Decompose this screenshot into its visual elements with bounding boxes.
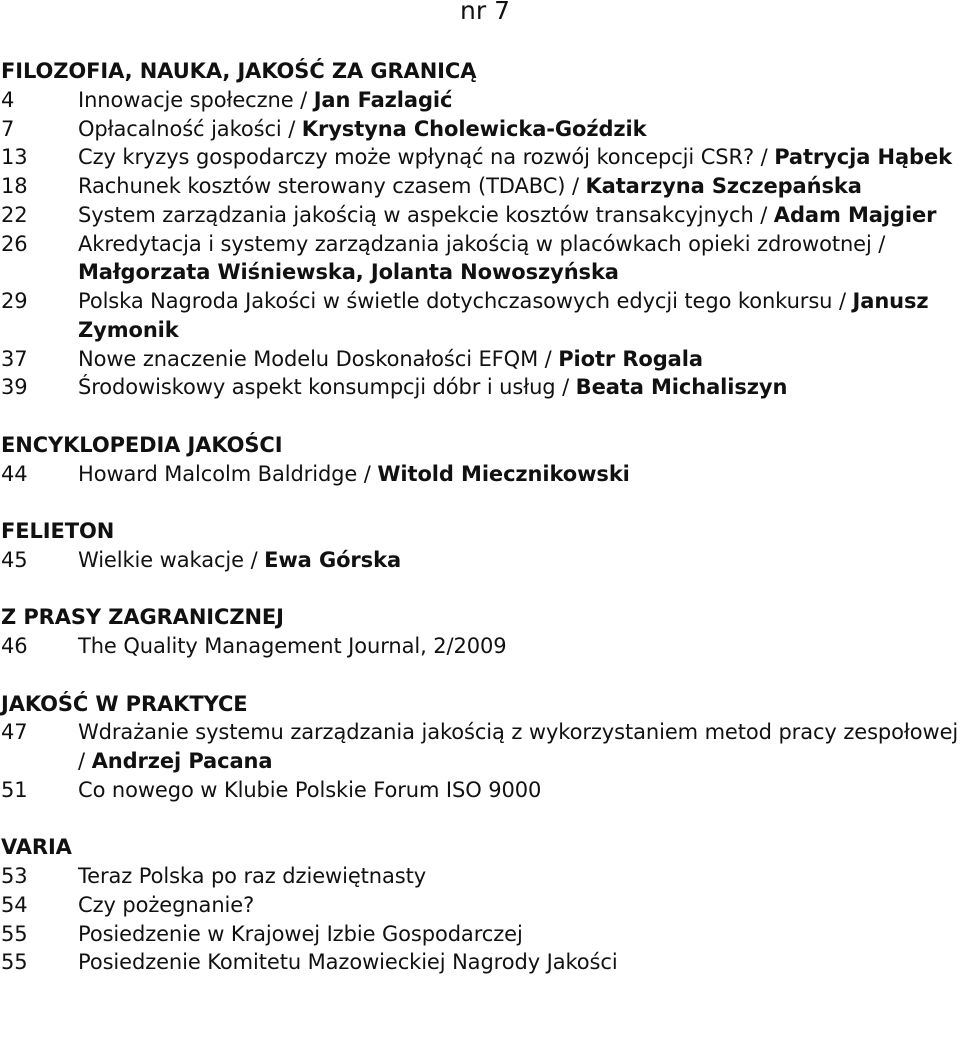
article-title: Czy kryzys gospodarczy może wpłynąć na rozwój koncepcji CSR? / [78,145,775,170]
article-author: Małgorzata Wiśniewska, Jolanta Nowoszyńska [78,260,619,285]
entry-text [78,862,959,891]
article-title: Co nowego w Klubie Polskie Forum ISO 9000 [78,777,542,802]
entry-text [78,776,959,805]
article-title: The Quality Management Journal, 2/2009 [78,634,507,658]
toc-entry[interactable] [1,287,959,345]
toc-entry[interactable] [1,891,959,920]
toc-section [1,431,959,489]
toc-section [1,690,959,805]
toc-section [1,833,959,977]
page-number: 39 [1,375,28,400]
section-title: ENCYKLOPEDIA JAKOŚCI [1,432,283,457]
section-spacer [1,661,959,690]
section-spacer [1,805,959,834]
section-spacer [1,575,959,604]
article-author: Piotr Rogala [558,346,703,371]
page-number: 37 [1,346,28,371]
article-author: Beata Michaliszyn [575,375,788,400]
page-number: 51 [1,777,28,802]
toc-entry[interactable] [1,115,959,144]
article-title: Opłacalność jakości / [78,116,302,141]
table-of-contents [1,57,959,977]
page-number: 44 [1,461,28,486]
section-spacer [1,402,959,431]
page-number: 7 [1,116,15,141]
toc-entry[interactable] [1,345,959,374]
page-number: 53 [1,864,28,888]
article-author: Jan Fazlagić [313,87,453,112]
article-title: System zarządzania jakością w aspekcie kosztów transakcyjnych / [78,202,774,227]
toc-entry[interactable] [1,86,959,115]
article-author: Witold Miecznikowski [377,461,630,486]
section-title: JAKOŚĆ W PRAKTYCE [1,691,248,716]
page-number: 45 [1,547,28,572]
article-author: Ewa Górska [264,547,402,572]
entry-text [78,546,959,575]
toc-entry[interactable] [1,373,959,402]
article-title: Innowacje społeczne / [78,87,314,112]
toc-section [1,517,959,575]
article-title: Polska Nagroda Jakości w świetle dotychczasowych edycji tego konkursu / [78,289,853,313]
entry-text [78,373,959,402]
article-author: Adam Majgier [773,202,937,227]
toc-entry[interactable] [1,862,959,891]
toc-entry[interactable] [1,920,959,949]
article-title: Rachunek kosztów sterowany czasem (TDABC) / [78,174,586,198]
toc-entry[interactable] [1,776,959,805]
section-title: FILOZOFIA, NAUKA, JAKOŚĆ ZA GRANICĄ [1,59,477,83]
page-number: 29 [1,289,28,313]
toc-entry[interactable] [1,230,959,288]
entry-text [78,718,959,776]
toc-section [1,57,959,402]
page-number: 4 [1,87,15,112]
entry-text [78,891,959,920]
article-title: Wdrażanie systemu zarządzania jakością z wykorzystaniem metod pracy zespołowej / [78,720,959,773]
page-number: 54 [1,892,28,917]
toc-entry[interactable] [1,143,959,172]
section-spacer [1,488,959,517]
page-number: 46 [1,634,28,658]
entry-text [78,201,959,230]
article-title: Czy pożegnanie? [78,892,255,917]
entry-text [78,172,959,201]
page-number: 55 [1,921,28,946]
entry-text [78,115,959,144]
toc-entry[interactable] [1,948,959,977]
article-title: Akredytacja i systemy zarządzania jakością w placówkach opieki zdrowotnej / [78,231,886,256]
page-number: 13 [1,145,28,170]
entry-text [78,948,959,977]
article-author: Andrzej Pacana [91,749,273,773]
page-number: 26 [1,231,28,256]
section-title: Z PRASY ZAGRANICZNEJ [1,605,284,630]
entry-text [78,920,959,949]
toc-entry[interactable] [1,718,959,776]
article-author: Katarzyna Szczepańska [585,174,862,198]
entry-text [78,230,959,288]
toc-entry[interactable] [1,632,959,661]
page-number: 18 [1,174,28,198]
page-number: 22 [1,202,28,227]
article-title: Howard Malcolm Baldridge / [78,461,378,486]
toc-entry[interactable] [1,172,959,201]
article-author: Patrycja Hąbek [774,145,952,170]
toc-entry[interactable] [1,546,959,575]
section-title: VARIA [1,835,72,860]
entry-text [78,632,959,661]
entry-text [78,345,959,374]
article-title: Wielkie wakacje / [78,547,265,572]
article-author: Krystyna Cholewicka-Goździk [301,116,647,141]
article-author: Janusz Zymonik [78,289,929,342]
issue-number: nr 7 [460,0,510,25]
article-title: Nowe znaczenie Modelu Doskonałości EFQM / [78,346,559,371]
page-number: 55 [1,950,28,975]
toc-section [1,603,959,661]
toc-entry[interactable] [1,460,959,489]
entry-text [78,86,959,115]
entry-text [78,287,959,345]
toc-entry[interactable] [1,201,959,230]
section-title: FELIETON [1,519,115,543]
article-title: Posiedzenie w Krajowej Izbie Gospodarczej [78,921,523,946]
article-title: Posiedzenie Komitetu Mazowieckiej Nagrody Jakości [78,950,618,975]
article-title: Środowiskowy aspekt konsumpcji dóbr i usług / [78,375,576,400]
entry-text [78,460,959,489]
page-number: 47 [1,720,28,745]
entry-text [78,143,959,172]
article-title: Teraz Polska po raz dziewiętnasty [78,864,427,888]
